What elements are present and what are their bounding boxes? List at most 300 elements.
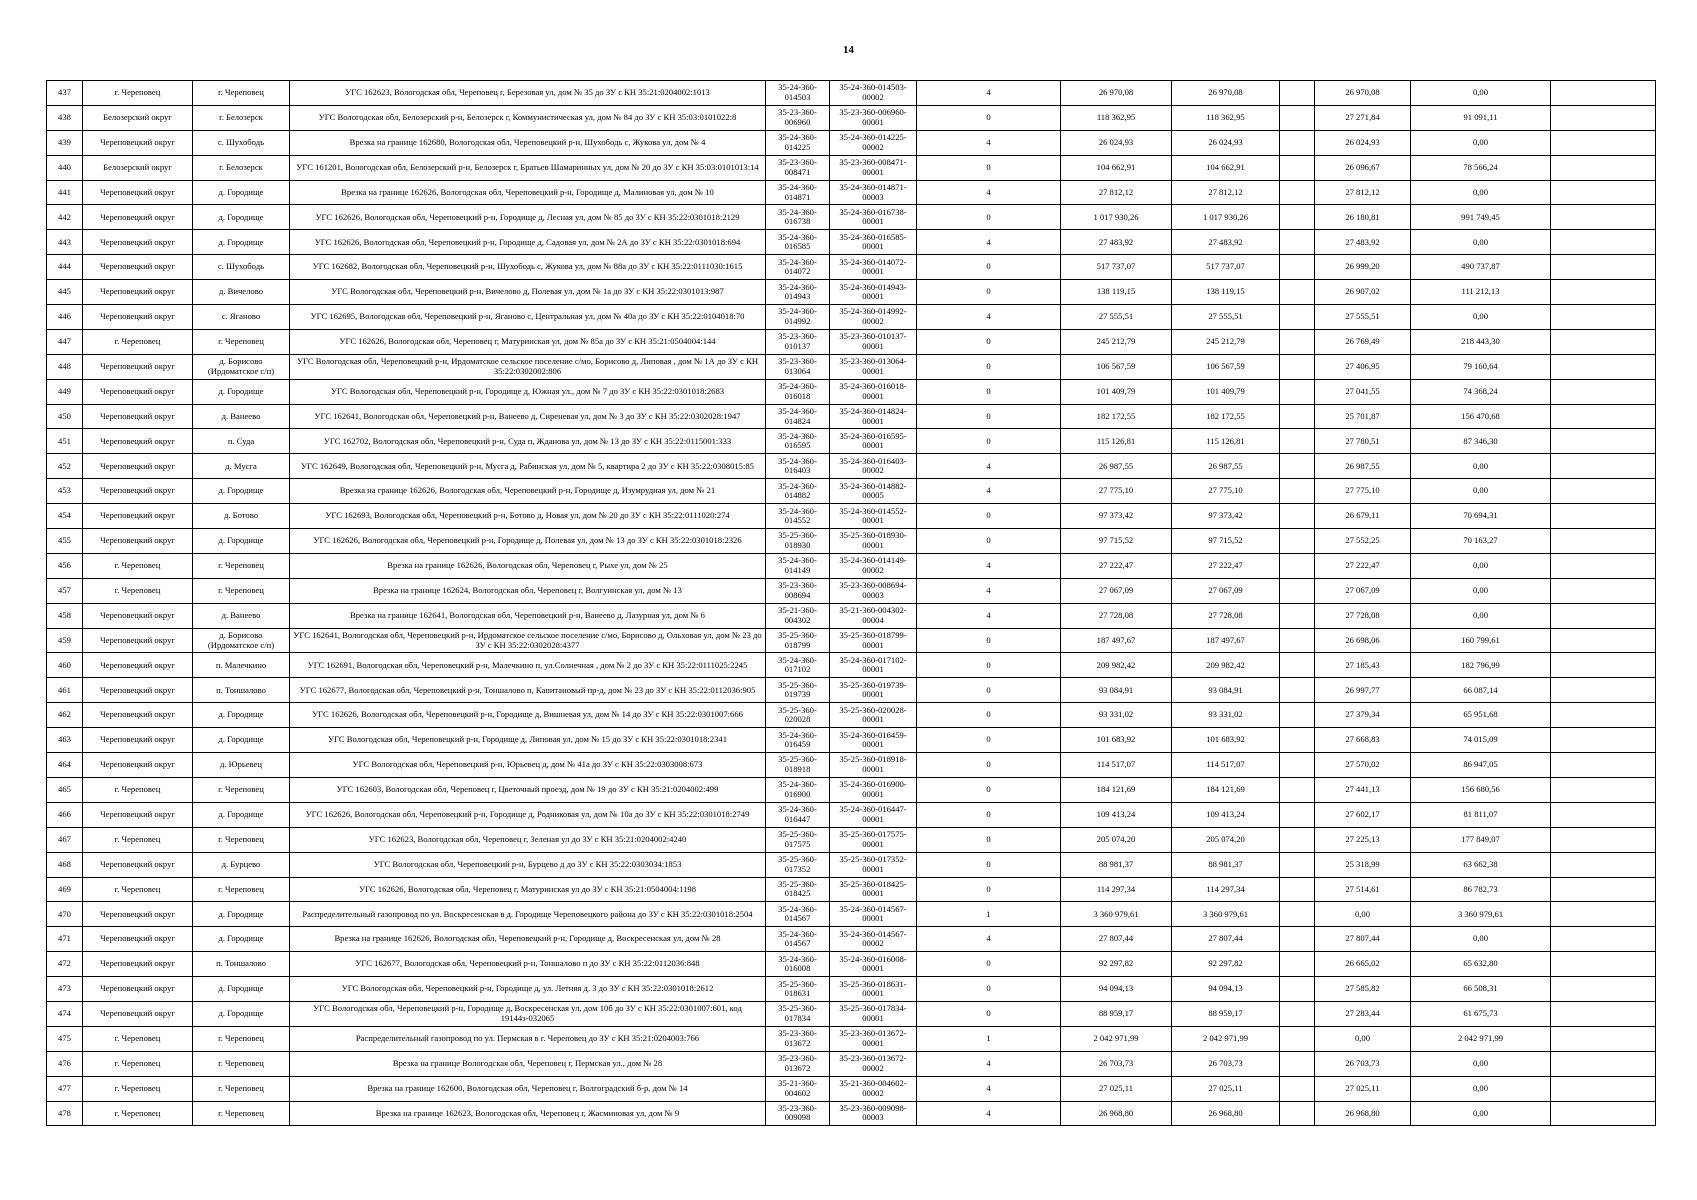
cell-cadastral-block: 35-23-360-008694 (766, 578, 830, 603)
cell-settlement: п. Тоншалово (193, 678, 290, 703)
cell-row-number: 447 (47, 329, 83, 354)
cell-object-address: УГС Вологодская обл, Череповецкий р-н, Городище д, Воскресенская ул, дом 10б до ЗУ с КН 35:22:0301007:601, код 19144з-032065 (290, 1001, 766, 1026)
cell-total-cost: 209 982,42 (1061, 653, 1172, 678)
cell-empty-cell (1280, 1051, 1315, 1076)
cell-settlement: д. Городище (193, 977, 290, 1002)
cell-amount-paid: 27 406,95 (1315, 354, 1411, 379)
cell-notes (1551, 852, 1656, 877)
cell-notes (1551, 603, 1656, 628)
cell-row-number: 457 (47, 578, 83, 603)
cell-total-cost: 27 775,10 (1061, 479, 1172, 504)
cell-notes (1551, 305, 1656, 330)
cell-cost-repeat: 27 067,09 (1172, 578, 1280, 603)
cell-empty-cell (1280, 852, 1315, 877)
cell-settlement: п. Малечкино (193, 653, 290, 678)
cell-cadastral-block: 35-24-360-014567 (766, 927, 830, 952)
table-row (47, 305, 1656, 330)
cell-empty-cell (1280, 130, 1315, 155)
cell-amount-remaining: 156 470,68 (1411, 404, 1551, 429)
table-row (47, 603, 1656, 628)
cell-district: Череповецкий округ (83, 603, 193, 628)
cell-notes (1551, 130, 1656, 155)
cell-category: 4 (917, 305, 1061, 330)
cell-settlement: г. Череповец (193, 777, 290, 802)
cell-category: 0 (917, 628, 1061, 653)
cell-object-code: 35-25-360-018631-00001 (830, 977, 917, 1002)
cell-amount-remaining: 91 091,11 (1411, 105, 1551, 130)
cell-district: г. Череповец (83, 1051, 193, 1076)
cell-amount-paid: 0,00 (1315, 902, 1411, 927)
cell-object-code: 35-25-360-017352-00001 (830, 852, 917, 877)
cell-object-address: УГС 162649, Вологодская обл, Череповецкий р-н, Мусга д, Рабинская ул, дом № 5, квартира 2 до ЗУ с КН 35:22:0308015:85 (290, 454, 766, 479)
cell-cost-repeat: 1 017 930,26 (1172, 205, 1280, 230)
table-row (47, 180, 1656, 205)
cell-empty-cell (1280, 877, 1315, 902)
cell-notes (1551, 827, 1656, 852)
cell-row-number: 448 (47, 354, 83, 379)
cell-cadastral-block: 35-24-360-016008 (766, 952, 830, 977)
cell-empty-cell (1280, 1101, 1315, 1126)
cell-amount-paid: 26 968,80 (1315, 1101, 1411, 1126)
cell-row-number: 438 (47, 105, 83, 130)
cell-cadastral-block: 35-21-360-004302 (766, 603, 830, 628)
cell-amount-remaining: 0,00 (1411, 305, 1551, 330)
cell-cadastral-block: 35-24-360-016459 (766, 728, 830, 753)
cell-amount-paid: 27 555,51 (1315, 305, 1411, 330)
cell-row-number: 461 (47, 678, 83, 703)
cell-total-cost: 27 222,47 (1061, 553, 1172, 578)
cell-total-cost: 26 024,93 (1061, 130, 1172, 155)
cell-notes (1551, 728, 1656, 753)
cell-total-cost: 97 373,42 (1061, 504, 1172, 529)
cell-cost-repeat: 27 812,12 (1172, 180, 1280, 205)
cell-empty-cell (1280, 628, 1315, 653)
cell-amount-paid: 27 514,61 (1315, 877, 1411, 902)
cell-notes (1551, 180, 1656, 205)
cell-object-code: 35-24-360-014503-00002 (830, 81, 917, 106)
cell-empty-cell (1280, 379, 1315, 404)
cell-empty-cell (1280, 952, 1315, 977)
cell-notes (1551, 504, 1656, 529)
cell-object-code: 35-23-360-013672-00002 (830, 1051, 917, 1076)
cell-amount-remaining: 74 368,24 (1411, 379, 1551, 404)
cell-cadastral-block: 35-25-360-018799 (766, 628, 830, 653)
cell-object-code: 35-24-360-014943-00001 (830, 280, 917, 305)
cell-settlement: п. Суда (193, 429, 290, 454)
cell-settlement: г. Череповец (193, 81, 290, 106)
cell-settlement: с. Шухободь (193, 255, 290, 280)
table-row (47, 977, 1656, 1002)
table-row (47, 1101, 1656, 1126)
cell-total-cost: 26 703,73 (1061, 1051, 1172, 1076)
cell-total-cost: 97 715,52 (1061, 529, 1172, 554)
cell-empty-cell (1280, 977, 1315, 1002)
cell-object-address: Распределительный газопровод по ул. Воскресенская в д. Городище Череповецкого района до ЗУ с КН 35:22:0301018:2504 (290, 902, 766, 927)
table-row (47, 678, 1656, 703)
cell-amount-remaining: 0,00 (1411, 1101, 1551, 1126)
cell-amount-remaining: 78 566,24 (1411, 155, 1551, 180)
cell-amount-remaining: 65 632,80 (1411, 952, 1551, 977)
cell-cost-repeat: 205 074,20 (1172, 827, 1280, 852)
cell-total-cost: 2 042 971,99 (1061, 1026, 1172, 1051)
cell-row-number: 459 (47, 628, 83, 653)
registry-table (46, 80, 1656, 1126)
cell-empty-cell (1280, 529, 1315, 554)
cell-amount-paid: 26 180,81 (1315, 205, 1411, 230)
cell-amount-remaining: 70 163,27 (1411, 529, 1551, 554)
cell-row-number: 442 (47, 205, 83, 230)
cell-category: 0 (917, 802, 1061, 827)
cell-category: 0 (917, 105, 1061, 130)
cell-row-number: 439 (47, 130, 83, 155)
cell-amount-remaining: 490 737,87 (1411, 255, 1551, 280)
cell-total-cost: 93 084,91 (1061, 678, 1172, 703)
cell-object-code: 35-24-360-014567-00001 (830, 902, 917, 927)
cell-cost-repeat: 92 297,82 (1172, 952, 1280, 977)
cell-notes (1551, 454, 1656, 479)
cell-notes (1551, 1076, 1656, 1101)
cell-object-code: 35-23-360-010137-00001 (830, 329, 917, 354)
cell-total-cost: 26 968,80 (1061, 1101, 1172, 1126)
cell-category: 0 (917, 877, 1061, 902)
cell-object-code: 35-24-360-016447-00001 (830, 802, 917, 827)
cell-cadastral-block: 35-24-360-016595 (766, 429, 830, 454)
cell-notes (1551, 877, 1656, 902)
table-row (47, 952, 1656, 977)
cell-amount-remaining: 66 508,31 (1411, 977, 1551, 1002)
cell-empty-cell (1280, 404, 1315, 429)
cell-cost-repeat: 27 025,11 (1172, 1076, 1280, 1101)
cell-cadastral-block: 35-25-360-018930 (766, 529, 830, 554)
cell-notes (1551, 703, 1656, 728)
cell-cadastral-block: 35-23-360-013064 (766, 354, 830, 379)
cell-row-number: 466 (47, 802, 83, 827)
cell-category: 4 (917, 130, 1061, 155)
cell-district: Череповецкий округ (83, 404, 193, 429)
cell-amount-remaining: 160 799,61 (1411, 628, 1551, 653)
cell-amount-paid: 27 222,47 (1315, 553, 1411, 578)
cell-settlement: д. Городище (193, 1001, 290, 1026)
cell-empty-cell (1280, 902, 1315, 927)
cell-total-cost: 517 737,07 (1061, 255, 1172, 280)
cell-amount-paid: 26 679,11 (1315, 504, 1411, 529)
cell-settlement: г. Череповец (193, 827, 290, 852)
cell-total-cost: 138 119,15 (1061, 280, 1172, 305)
cell-settlement: д. Городище (193, 529, 290, 554)
cell-object-address: Врезка на границе 162626, Вологодская обл, Череповецкий р-н, Городище д, Изумрудная ул, дом № 21 (290, 479, 766, 504)
cell-settlement: г. Череповец (193, 1026, 290, 1051)
cell-cost-repeat: 27 807,44 (1172, 927, 1280, 952)
cell-cost-repeat: 182 172,55 (1172, 404, 1280, 429)
cell-cost-repeat: 187 497,67 (1172, 628, 1280, 653)
table-row (47, 1076, 1656, 1101)
cell-notes (1551, 578, 1656, 603)
cell-object-code: 35-24-360-016585-00001 (830, 230, 917, 255)
cell-total-cost: 114 297,34 (1061, 877, 1172, 902)
cell-settlement: с. Шухободь (193, 130, 290, 155)
cell-object-address: Врезка на границе 162624, Вологодская обл, Череповец г, Волгуинская ул, дом № 13 (290, 578, 766, 603)
cell-row-number: 454 (47, 504, 83, 529)
cell-notes (1551, 1001, 1656, 1026)
table-row (47, 130, 1656, 155)
cell-category: 4 (917, 1076, 1061, 1101)
cell-empty-cell (1280, 504, 1315, 529)
cell-object-address: УГС Вологодская обл, Череповецкий р-н, Городище д, Липовая ул, дом № 15 до ЗУ с КН 35:22:0301018:2341 (290, 728, 766, 753)
table-row (47, 852, 1656, 877)
cell-object-address: Врезка на границе 162641, Вологодская обл, Череповецкий р-н, Ванеево д, Лазурная ул, дом № 6 (290, 603, 766, 628)
cell-amount-paid: 27 602,17 (1315, 802, 1411, 827)
cell-district: Череповецкий округ (83, 529, 193, 554)
cell-cadastral-block: 35-24-360-014943 (766, 280, 830, 305)
cell-row-number: 452 (47, 454, 83, 479)
cell-row-number: 446 (47, 305, 83, 330)
cell-district: Череповецкий округ (83, 305, 193, 330)
cell-cadastral-block: 35-23-360-008471 (766, 155, 830, 180)
cell-category: 0 (917, 827, 1061, 852)
cell-object-code: 35-25-360-018918-00001 (830, 753, 917, 778)
cell-row-number: 449 (47, 379, 83, 404)
cell-notes (1551, 802, 1656, 827)
cell-cost-repeat: 93 331,02 (1172, 703, 1280, 728)
cell-empty-cell (1280, 1026, 1315, 1051)
cell-amount-remaining: 81 811,07 (1411, 802, 1551, 827)
cell-object-address: УГС 162626, Вологодская обл, Череповецкий р-н, Городище д, Родниковая ул, дом № 10а до ЗУ с КН 35:22:0301018:2749 (290, 802, 766, 827)
cell-district: г. Череповец (83, 777, 193, 802)
cell-settlement: д. Борисово (Ирдоматское с/п) (193, 354, 290, 379)
cell-category: 0 (917, 952, 1061, 977)
cell-category: 0 (917, 329, 1061, 354)
cell-category: 4 (917, 479, 1061, 504)
cell-category: 0 (917, 504, 1061, 529)
cell-notes (1551, 329, 1656, 354)
cell-empty-cell (1280, 777, 1315, 802)
cell-object-address: УГС 162641, Вологодская обл, Череповецкий р-н, Ирдоматское сельское поселение с/мо, Борисово д, Ольховая ул, дом № 23 до ЗУ с КН 35:22:0302028:4377 (290, 628, 766, 653)
table-row (47, 877, 1656, 902)
cell-total-cost: 94 094,13 (1061, 977, 1172, 1002)
cell-cadastral-block: 35-24-360-014882 (766, 479, 830, 504)
cell-category: 0 (917, 653, 1061, 678)
cell-object-code: 35-23-360-013064-00001 (830, 354, 917, 379)
cell-settlement: д. Мусга (193, 454, 290, 479)
table-row (47, 653, 1656, 678)
cell-object-address: УГС Вологодская обл, Череповецкий р-н, Ирдоматское сельское поселение с/мо, Борисово д, Липовая , дом № 1А до ЗУ с КН 35:22:0302002:806 (290, 354, 766, 379)
cell-object-address: УГС Вологодская обл, Череповецкий р-н, Бурцево д до ЗУ с КН 35:22:0303034:1853 (290, 852, 766, 877)
cell-row-number: 469 (47, 877, 83, 902)
cell-row-number: 450 (47, 404, 83, 429)
cell-total-cost: 184 121,69 (1061, 777, 1172, 802)
cell-object-code: 35-25-360-017834-00001 (830, 1001, 917, 1026)
cell-cost-repeat: 26 968,80 (1172, 1101, 1280, 1126)
cell-cadastral-block: 35-25-360-017352 (766, 852, 830, 877)
cell-amount-paid: 26 769,49 (1315, 329, 1411, 354)
cell-cadastral-block: 35-24-360-014503 (766, 81, 830, 106)
cell-category: 0 (917, 678, 1061, 703)
cell-cost-repeat: 26 970,08 (1172, 81, 1280, 106)
cell-notes (1551, 81, 1656, 106)
cell-district: Череповецкий округ (83, 230, 193, 255)
cell-object-address: УГС 162677, Вологодская обл, Череповецкий р-н, Тоншалово п до ЗУ с КН 35:22:0112036:848 (290, 952, 766, 977)
cell-district: Череповецкий округ (83, 354, 193, 379)
cell-amount-remaining: 182 796,99 (1411, 653, 1551, 678)
cell-amount-remaining: 0,00 (1411, 578, 1551, 603)
cell-settlement: д. Городище (193, 479, 290, 504)
cell-category: 4 (917, 81, 1061, 106)
cell-settlement: д. Городище (193, 703, 290, 728)
cell-amount-remaining: 0,00 (1411, 1076, 1551, 1101)
cell-notes (1551, 105, 1656, 130)
cell-notes (1551, 379, 1656, 404)
cell-total-cost: 101 409,79 (1061, 379, 1172, 404)
cell-object-address: УГС Вологодская обл, Череповецкий р-н, Городище д, Южная ул., дом № 7 до ЗУ с КН 35:22:0301018:2683 (290, 379, 766, 404)
cell-object-code: 35-24-360-014225-00002 (830, 130, 917, 155)
cell-row-number: 445 (47, 280, 83, 305)
cell-settlement: д. Городище (193, 927, 290, 952)
cell-notes (1551, 1051, 1656, 1076)
table-row (47, 354, 1656, 379)
cell-amount-paid: 27 780,51 (1315, 429, 1411, 454)
cell-cost-repeat: 27 775,10 (1172, 479, 1280, 504)
cell-district: г. Череповец (83, 877, 193, 902)
cell-category: 0 (917, 529, 1061, 554)
cell-category: 4 (917, 553, 1061, 578)
table-row (47, 553, 1656, 578)
cell-category: 0 (917, 777, 1061, 802)
table-row (47, 728, 1656, 753)
cell-cost-repeat: 115 126,81 (1172, 429, 1280, 454)
cell-cost-repeat: 209 982,42 (1172, 653, 1280, 678)
cell-object-address: УГС 162693, Вологодская обл, Череповецкий р-н, Ботово д, Новая ул, дом № 20 до ЗУ с КН 35:22:0111020:274 (290, 504, 766, 529)
cell-notes (1551, 1101, 1656, 1126)
cell-amount-remaining: 70 694,31 (1411, 504, 1551, 529)
cell-amount-remaining: 111 212,13 (1411, 280, 1551, 305)
cell-object-code: 35-24-360-014567-00002 (830, 927, 917, 952)
cell-object-address: Врезка на границе 162626, Вологодская обл, Череповец г, Рыхе ул, дом № 25 (290, 553, 766, 578)
cell-object-code: 35-24-360-014072-00001 (830, 255, 917, 280)
cell-amount-remaining: 0,00 (1411, 81, 1551, 106)
cell-cadastral-block: 35-24-360-014871 (766, 180, 830, 205)
cell-district: Череповецкий округ (83, 852, 193, 877)
cell-object-address: Врезка на границе 162626, Вологодская обл, Череповецкий р-н, Городище д, Воскресенская ул, дом № 28 (290, 927, 766, 952)
cell-object-code: 35-21-360-004302-00004 (830, 603, 917, 628)
cell-empty-cell (1280, 1001, 1315, 1026)
cell-amount-paid: 27 812,12 (1315, 180, 1411, 205)
cell-row-number: 455 (47, 529, 83, 554)
cell-district: Череповецкий округ (83, 902, 193, 927)
cell-amount-remaining: 86 782,73 (1411, 877, 1551, 902)
cell-empty-cell (1280, 827, 1315, 852)
cell-total-cost: 88 959,17 (1061, 1001, 1172, 1026)
cell-district: Череповецкий округ (83, 454, 193, 479)
cell-row-number: 458 (47, 603, 83, 628)
cell-settlement: д. Городище (193, 728, 290, 753)
cell-category: 0 (917, 155, 1061, 180)
cell-cost-repeat: 104 662,91 (1172, 155, 1280, 180)
cell-amount-paid: 27 441,13 (1315, 777, 1411, 802)
cell-category: 0 (917, 703, 1061, 728)
cell-object-code: 35-25-360-018930-00001 (830, 529, 917, 554)
cell-object-address: УГС 162695, Вологодская обл, Череповецкий р-н, Яганово с, Центральная ул, дом № 40а до ЗУ с КН 35:22:0104018:70 (290, 305, 766, 330)
cell-category: 4 (917, 603, 1061, 628)
cell-total-cost: 1 017 930,26 (1061, 205, 1172, 230)
cell-cadastral-block: 35-25-360-018425 (766, 877, 830, 902)
cell-row-number: 456 (47, 553, 83, 578)
cell-row-number: 453 (47, 479, 83, 504)
cell-empty-cell (1280, 155, 1315, 180)
cell-district: Череповецкий округ (83, 952, 193, 977)
cell-empty-cell (1280, 305, 1315, 330)
cell-empty-cell (1280, 728, 1315, 753)
cell-object-code: 35-24-360-014824-00001 (830, 404, 917, 429)
cell-object-code: 35-24-360-014871-00003 (830, 180, 917, 205)
cell-amount-paid: 27 041,55 (1315, 379, 1411, 404)
cell-object-code: 35-24-360-016403-00002 (830, 454, 917, 479)
cell-category: 0 (917, 404, 1061, 429)
cell-row-number: 475 (47, 1026, 83, 1051)
table-row (47, 329, 1656, 354)
cell-settlement: г. Череповец (193, 1101, 290, 1126)
cell-object-address: УГС 162641, Вологодская обл, Череповецкий р-н, Ванеево д, Сиреневая ул, дом № 3 до ЗУ с КН 35:22:0302028:1947 (290, 404, 766, 429)
cell-amount-paid: 26 907,02 (1315, 280, 1411, 305)
table-row (47, 753, 1656, 778)
cell-object-address: Врезка на границе Вологодская обл, Череповец г, Пермская ул., дом № 28 (290, 1051, 766, 1076)
cell-empty-cell (1280, 703, 1315, 728)
cell-total-cost: 109 413,24 (1061, 802, 1172, 827)
cell-amount-remaining: 218 443,30 (1411, 329, 1551, 354)
cell-total-cost: 93 331,02 (1061, 703, 1172, 728)
cell-category: 1 (917, 1026, 1061, 1051)
cell-category: 0 (917, 753, 1061, 778)
cell-object-code: 35-23-360-006960-00001 (830, 105, 917, 130)
registry-body (47, 81, 1656, 1126)
cell-empty-cell (1280, 802, 1315, 827)
cell-object-address: УГС Вологодская обл, Череповецкий р-н, Вичелово д, Полевая ул, дом № 1а до ЗУ с КН 35:22:0301013:987 (290, 280, 766, 305)
cell-total-cost: 115 126,81 (1061, 429, 1172, 454)
cell-district: Череповецкий округ (83, 205, 193, 230)
cell-row-number: 468 (47, 852, 83, 877)
cell-amount-remaining: 0,00 (1411, 180, 1551, 205)
cell-amount-paid: 27 775,10 (1315, 479, 1411, 504)
cell-category: 0 (917, 354, 1061, 379)
cell-cadastral-block: 35-24-360-016585 (766, 230, 830, 255)
cell-amount-remaining: 0,00 (1411, 230, 1551, 255)
cell-total-cost: 27 025,11 (1061, 1076, 1172, 1101)
cell-empty-cell (1280, 603, 1315, 628)
cell-cost-repeat: 184 121,69 (1172, 777, 1280, 802)
cell-notes (1551, 952, 1656, 977)
cell-amount-remaining: 0,00 (1411, 927, 1551, 952)
cell-row-number: 474 (47, 1001, 83, 1026)
cell-cost-repeat: 118 362,95 (1172, 105, 1280, 130)
cell-cadastral-block: 35-25-360-019739 (766, 678, 830, 703)
cell-object-code: 35-25-360-017575-00001 (830, 827, 917, 852)
cell-amount-paid: 27 483,92 (1315, 230, 1411, 255)
cell-cost-repeat: 2 042 971,99 (1172, 1026, 1280, 1051)
table-row (47, 827, 1656, 852)
cell-object-code: 35-24-360-016018-00001 (830, 379, 917, 404)
cell-row-number: 478 (47, 1101, 83, 1126)
cell-object-code: 35-24-360-016738-00001 (830, 205, 917, 230)
cell-object-code: 35-24-360-016008-00001 (830, 952, 917, 977)
cell-amount-paid: 26 987,55 (1315, 454, 1411, 479)
table-row (47, 578, 1656, 603)
cell-row-number: 443 (47, 230, 83, 255)
cell-row-number: 473 (47, 977, 83, 1002)
cell-cost-repeat: 517 737,07 (1172, 255, 1280, 280)
cell-notes (1551, 678, 1656, 703)
cell-settlement: г. Белозерск (193, 155, 290, 180)
cell-district: Череповецкий округ (83, 379, 193, 404)
cell-amount-paid: 27 271,84 (1315, 105, 1411, 130)
